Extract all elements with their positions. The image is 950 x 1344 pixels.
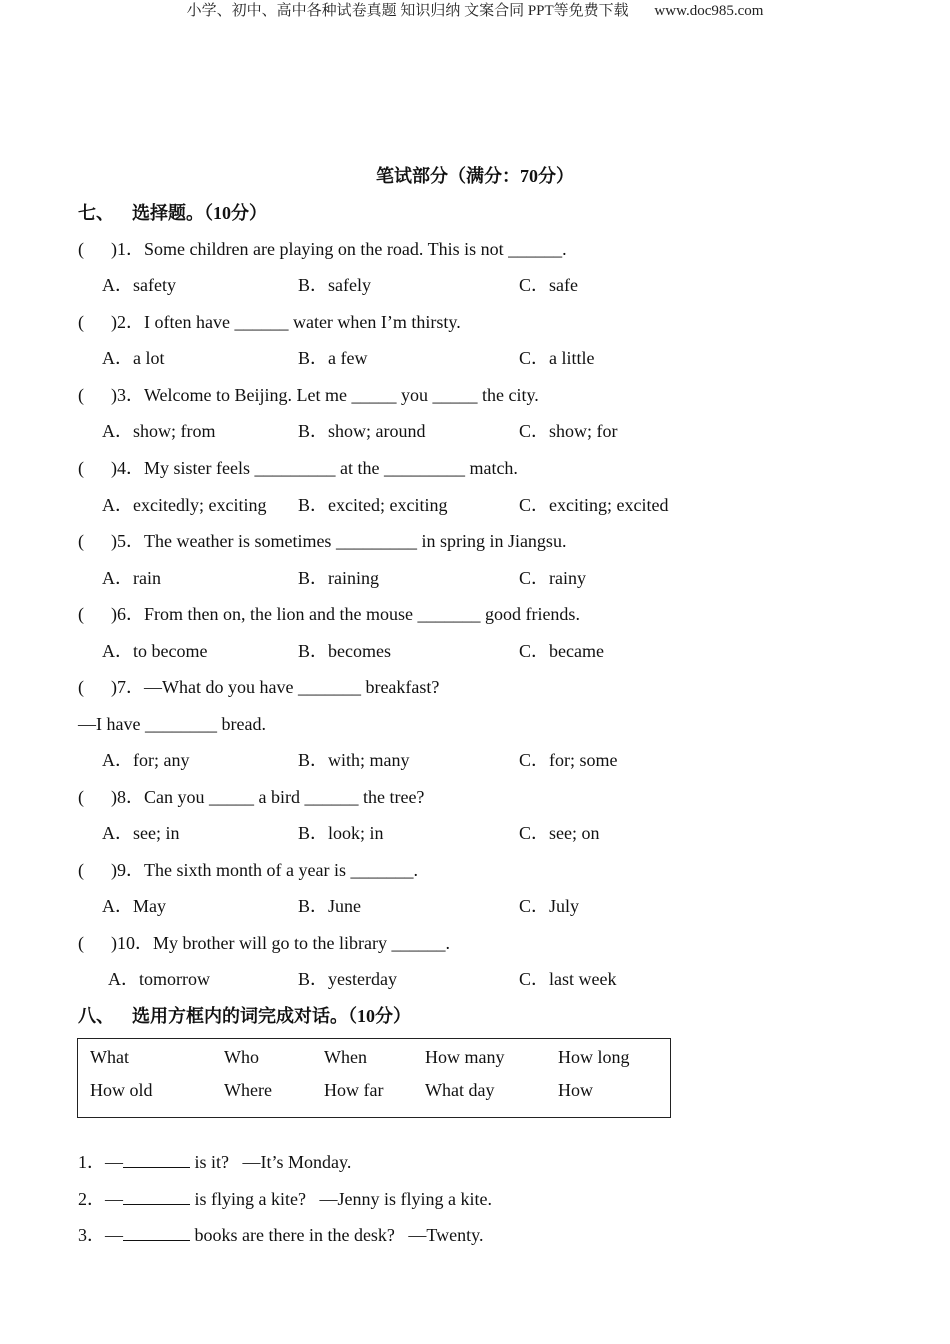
section-8-number: 八、	[78, 1006, 114, 1026]
option-b: B．show; around	[298, 421, 426, 441]
option-c: C．rainy	[519, 568, 586, 588]
answer-blank[interactable]	[123, 1222, 190, 1241]
answer-paren[interactable]: (	[78, 933, 84, 953]
option-a: A．May	[102, 896, 166, 916]
section-7-number: 七、	[78, 203, 114, 223]
question-text: )9．The sixth month of a year is _______.	[111, 860, 418, 880]
word-bank-item: What	[90, 1047, 129, 1067]
dialogue-text: is it? —It’s Monday.	[190, 1152, 352, 1172]
word-bank-item: How long	[558, 1047, 630, 1067]
option-c: C．for; some	[519, 750, 618, 770]
question-text: )1．Some children are playing on the road. This is not ______.	[111, 239, 567, 259]
dialogue-2	[78, 1186, 492, 1211]
section-7-heading	[78, 201, 267, 225]
question-7-reply: —I have ________ bread.	[78, 714, 266, 734]
question-10	[78, 931, 450, 955]
answer-paren[interactable]: (	[78, 531, 84, 551]
option-a: A．to become	[102, 641, 208, 661]
word-bank-item: Who	[224, 1047, 259, 1067]
answer-paren[interactable]: (	[78, 604, 84, 624]
section-8-title: 选用方框内的词完成对话。（10分）	[132, 1006, 411, 1026]
word-bank-item: How far	[324, 1080, 384, 1100]
question-text: )10．My brother will go to the library ______.	[111, 933, 450, 953]
option-a: A．excitedly; exciting	[102, 495, 267, 515]
option-b: B．safely	[298, 275, 371, 295]
option-c: C．became	[519, 641, 604, 661]
dialogue-1	[78, 1149, 351, 1174]
question-9	[78, 858, 418, 882]
option-a: A．safety	[102, 275, 176, 295]
question-text: )7．—What do you have _______ breakfast?	[111, 677, 440, 697]
option-b: B．June	[298, 896, 361, 916]
answer-paren[interactable]: (	[78, 677, 84, 697]
option-c: C．exciting; excited	[519, 495, 669, 515]
question-4	[78, 456, 518, 480]
question-6	[78, 602, 580, 626]
section-8-heading	[78, 1004, 411, 1028]
option-b: B．yesterday	[298, 969, 397, 989]
header-url[interactable]: www.doc985.com	[654, 3, 764, 19]
answer-paren[interactable]: (	[78, 860, 84, 880]
option-a: A．rain	[102, 568, 161, 588]
option-c: C．July	[519, 896, 580, 916]
option-a: A．tomorrow	[108, 969, 210, 989]
option-a: A．show; from	[102, 421, 216, 441]
answer-paren[interactable]: (	[78, 239, 84, 259]
dialogue-number: 3．—	[78, 1225, 123, 1245]
option-b: B．with; many	[298, 750, 410, 770]
word-bank-item: What day	[425, 1080, 495, 1100]
question-text: )3．Welcome to Beijing. Let me _____ you _____ the city.	[111, 385, 539, 405]
option-a: A．see; in	[102, 823, 180, 843]
page-header	[0, 0, 950, 22]
word-bank-item: Where	[224, 1080, 272, 1100]
option-c: C．see; on	[519, 823, 600, 843]
question-text: )2．I often have ______ water when I’m thirsty.	[111, 312, 461, 332]
option-a: A．for; any	[102, 750, 190, 770]
option-c: C．safe	[519, 275, 578, 295]
question-text: )6．From then on, the lion and the mouse _______ good friends.	[111, 604, 580, 624]
option-b: B．a few	[298, 348, 368, 368]
word-bank-box	[77, 1038, 671, 1118]
section-7-title: 选择题。（10分）	[132, 203, 267, 223]
question-text: )8．Can you _____ a bird ______ the tree?	[111, 787, 425, 807]
word-bank-item: How old	[90, 1080, 153, 1100]
question-5	[78, 529, 566, 553]
option-b: B．excited; exciting	[298, 495, 448, 515]
answer-blank[interactable]	[123, 1186, 190, 1205]
question-1	[78, 237, 567, 261]
page-title: 笔试部分（满分：70分）	[376, 166, 574, 186]
option-c: C．a little	[519, 348, 595, 368]
question-text: )5．The weather is sometimes _________ in spring in Jiangsu.	[111, 531, 567, 551]
word-bank-item: How	[558, 1080, 593, 1100]
option-b: B．raining	[298, 568, 379, 588]
answer-paren[interactable]: (	[78, 385, 84, 405]
word-bank-item: When	[324, 1047, 367, 1067]
header-text: 小学、初中、高中各种试卷真题 知识归纳 文案合同 PPT等免费下载	[186, 3, 629, 19]
dialogue-text: is flying a kite? —Jenny is flying a kite.	[190, 1189, 492, 1209]
question-2	[78, 310, 461, 334]
option-b: B．look; in	[298, 823, 384, 843]
answer-blank[interactable]	[123, 1149, 190, 1168]
question-7	[78, 675, 439, 699]
answer-paren[interactable]: (	[78, 312, 84, 332]
dialogue-text: books are there in the desk? —Twenty.	[190, 1225, 484, 1245]
dialogue-number: 1．—	[78, 1152, 123, 1172]
answer-paren[interactable]: (	[78, 787, 84, 807]
option-b: B．becomes	[298, 641, 391, 661]
option-a: A．a lot	[102, 348, 165, 368]
option-c: C．last week	[519, 969, 617, 989]
dialogue-3	[78, 1222, 483, 1247]
word-bank-item: How many	[425, 1047, 505, 1067]
answer-paren[interactable]: (	[78, 458, 84, 478]
question-3	[78, 383, 539, 407]
option-c: C．show; for	[519, 421, 618, 441]
question-text: )4．My sister feels _________ at the _________ match.	[111, 458, 518, 478]
question-8	[78, 785, 424, 809]
dialogue-number: 2．—	[78, 1189, 123, 1209]
